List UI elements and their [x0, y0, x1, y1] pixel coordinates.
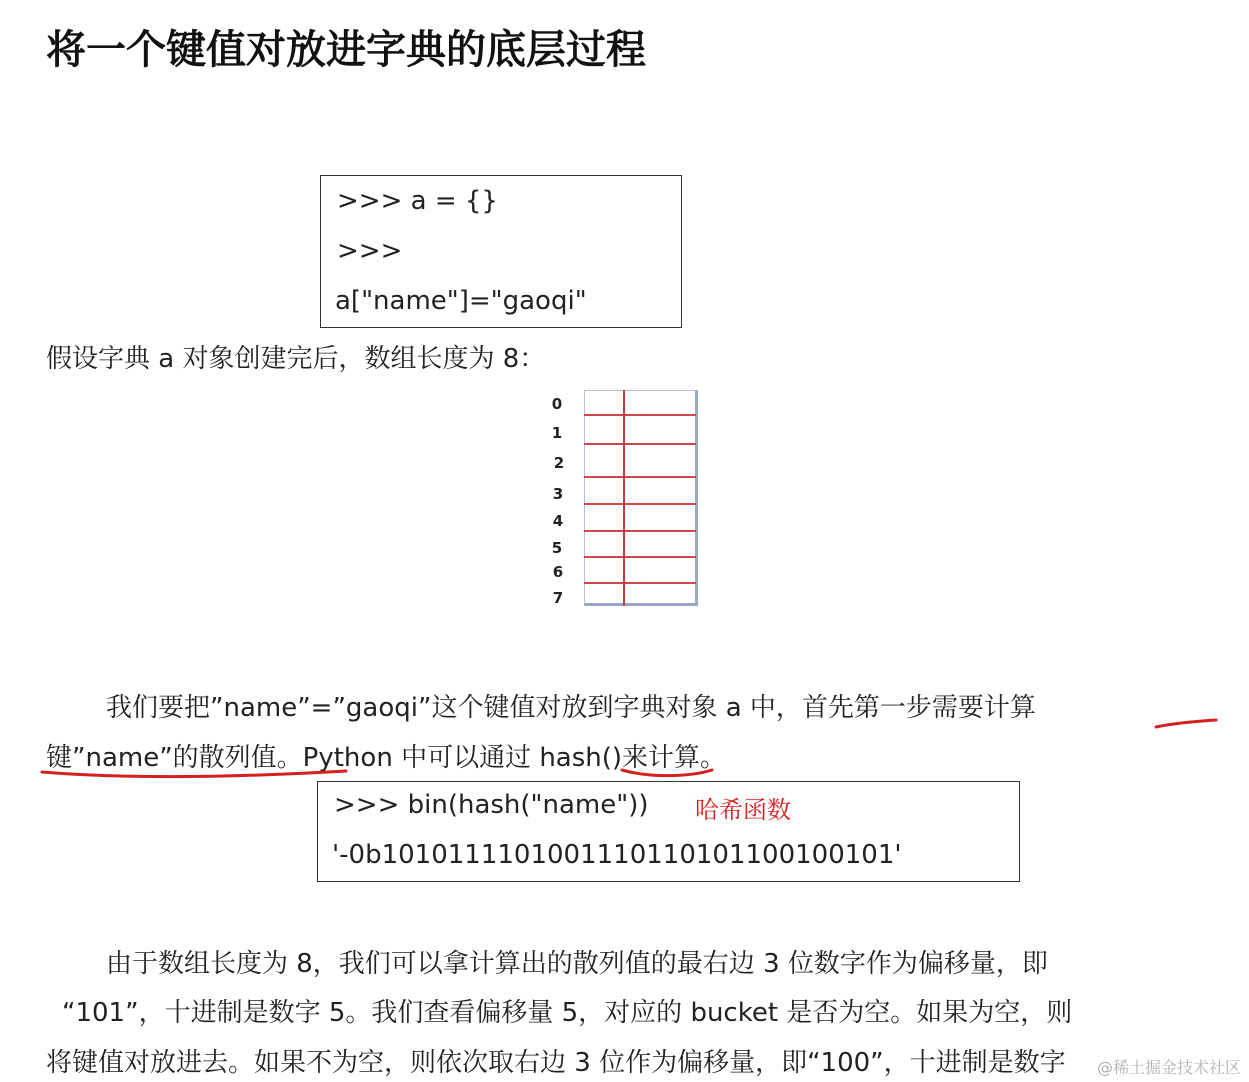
- paragraph-line: “101”，十进制是数字 5。我们查看偏移量 5，对应的 bucket 是否为空。如果为空，则: [62, 998, 1073, 1028]
- array-index-label: 6: [552, 563, 564, 581]
- underline-mark: [42, 771, 346, 777]
- paragraph-line: 我们要把”name”=”gaoqi”这个键值对放到字典对象 a 中，首先第一步需要计算: [106, 693, 1036, 723]
- paragraph-line: 由于数组长度为 8，我们可以拿计算出的散列值的最右边 3 位数字作为偏移量，即: [106, 949, 1048, 979]
- hash-function-annotation: 哈希函数: [695, 796, 791, 824]
- page-title: 将一个键值对放进字典的底层过程: [46, 27, 646, 73]
- code-line: a["name"]="gaoqi": [335, 286, 587, 316]
- array-index-label: 0: [551, 395, 563, 413]
- array-index-label: 7: [552, 589, 564, 607]
- code-line: >>> a = {}: [337, 186, 498, 216]
- array-index-label: 3: [552, 485, 564, 503]
- underline-mark: [622, 770, 712, 776]
- intro-text: 假设字典 a 对象创建完后，数组长度为 8：: [46, 344, 546, 374]
- code-line: >>>: [337, 236, 403, 266]
- watermark: @稀土掘金技术社区: [1096, 1058, 1241, 1077]
- paragraph-line: 键”name”的散列值。Python 中可以通过 hash()来计算。: [46, 743, 727, 773]
- code-line: '-0b1010111101001110110101100100101': [332, 840, 902, 870]
- code-line: >>> bin(hash("name")): [334, 790, 649, 820]
- underline-mark: [1156, 720, 1216, 727]
- paragraph-line: 将键值对放进去。如果不为空，则依次取右边 3 位作为偏移量，即“100”，十进制是数字: [46, 1048, 1066, 1078]
- array-index-label: 2: [553, 454, 565, 472]
- array-index-label: 4: [552, 512, 564, 530]
- array-index-label: 5: [551, 539, 563, 557]
- code-block-hash: [317, 781, 1020, 882]
- array-index-label: 1: [551, 424, 563, 442]
